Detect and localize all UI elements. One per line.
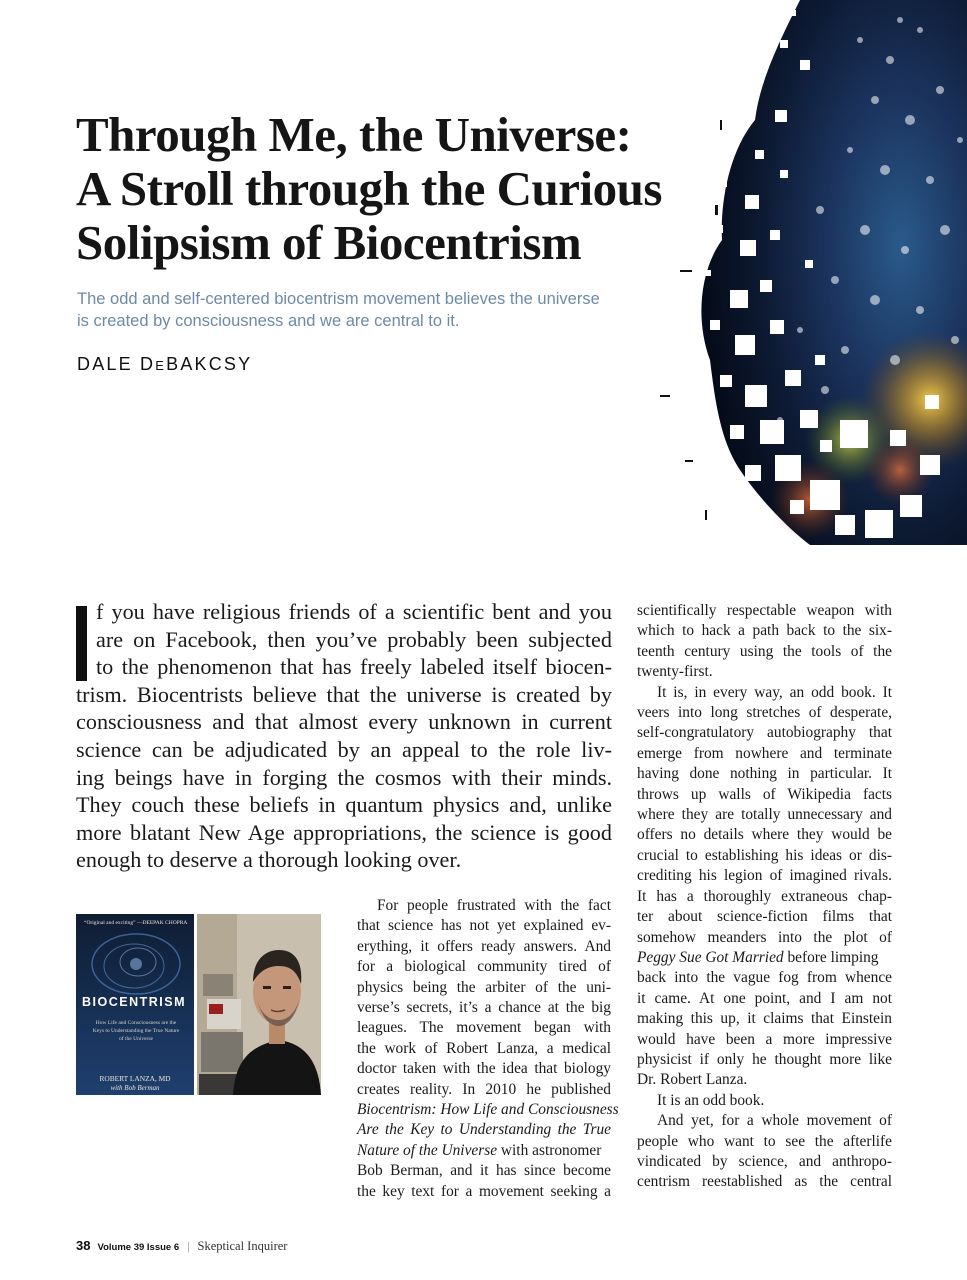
title-line: A Stroll through the Curious (76, 161, 662, 216)
body-line: veers into long stretches of desperate, (637, 704, 892, 722)
body-line: It is, in every way, an odd book. It (657, 683, 892, 701)
page-footer (76, 1238, 287, 1254)
cosmic-pixel-art (660, 0, 967, 545)
body-line: centrism reestablished as the central (637, 1173, 892, 1191)
lede-line: trism. Biocentrists believe that the universe is created by (76, 681, 612, 707)
magazine-name: Skeptical Inquirer (197, 1239, 288, 1253)
body-line: creates reality. In 2010 he published (357, 1080, 611, 1098)
body-line: the work of Robert Lanza, a medical (357, 1039, 611, 1057)
body-line: Bob Berman, and it has since become (357, 1162, 611, 1180)
body-line: leagues. The movement began with (357, 1019, 611, 1037)
cover-subtitle-line: Keys to Understanding the True Nature (92, 1028, 180, 1034)
subtitle-line: is created by consciousness and we are central to it. (77, 312, 460, 330)
body-line: which to hack a path back to the six- (637, 622, 892, 640)
body-line: would have been a more impressive (637, 1030, 892, 1048)
body-line: twenty-first. (637, 663, 713, 681)
lede-line: to the phenomenon that has freely labeled itself biocen- (96, 654, 612, 680)
lede-line: ing beings have in forging the cosmos with their minds. (76, 764, 612, 790)
body-line: that science has not yet explained ev- (357, 917, 611, 935)
film-title-italic: Peggy Sue Got Married (637, 948, 784, 966)
title-line: Solipsism of Biocentrism (76, 215, 582, 270)
body-line: people who want to see the afterlife (637, 1132, 892, 1150)
article-subtitle (77, 288, 637, 332)
author-portrait-photo (197, 914, 321, 1095)
body-line: crucial to establishing his ideas or dis- (637, 846, 892, 864)
body-line: the key text for a movement seeking a (357, 1182, 611, 1200)
body-line: ter about science-fiction films that (637, 908, 892, 926)
body-line (637, 948, 892, 968)
lede-paragraph (76, 598, 612, 874)
body-line (357, 1100, 619, 1120)
body-line: throws up walls of Wikipedia facts (637, 785, 892, 803)
cover-subtitle-line: of the Universe (119, 1036, 153, 1042)
body-line: It has a thoroughly extraneous chap- (637, 887, 892, 905)
lede-line: science can be adjudicated by an appeal to the role liv- (76, 736, 612, 762)
book-title-italic: Biocentrism: How Life and Consciousness (357, 1101, 619, 1119)
cover-blurb: “Original and exciting” —DEEPAK CHOPRA (84, 920, 188, 926)
book-title-italic: Are the Key to Understanding the True (357, 1121, 611, 1139)
cover-title: BIOCENTRISM (82, 995, 186, 1009)
cover-subtitle-line: How Life and Consciousness are the (95, 1020, 177, 1026)
article-title (76, 108, 676, 270)
body-line: verse’s secrets, it’s a chance at the big (357, 999, 611, 1017)
lede-line: They couch these beliefs in quantum physics and, unlike (76, 792, 612, 818)
body-text: with astronomer (497, 1141, 602, 1159)
issue-label: Volume 39 Issue 6 (97, 1242, 180, 1253)
cover-subtitle (86, 1019, 186, 1043)
body-column-1 (357, 896, 619, 1202)
subtitle-line: The odd and self-centered biocentrism movement believes the universe (77, 290, 600, 308)
body-line: self-congratulatory autobiography that (637, 724, 892, 742)
body-text: before limping (783, 948, 879, 966)
body-column-2 (637, 601, 892, 1193)
body-line: emerge from nowhere and terminate (637, 744, 892, 762)
body-line: back into the vague fog from whence (637, 969, 892, 987)
byline-part: BAKCSY (166, 354, 253, 374)
body-line: For people frustrated with the fact (377, 897, 611, 914)
lede-line: more blatant New Age appropriations, the science is good (76, 819, 612, 845)
body-line: teenth century using the tools of the (637, 642, 892, 660)
body-line: doctor taken with the idea that biology (357, 1060, 611, 1078)
byline-part: E (155, 358, 167, 373)
body-line: scientifically respectable weapon with (637, 602, 892, 619)
author-byline (77, 354, 252, 375)
lede-line: consciousness and that almost every unknown in current (76, 709, 612, 735)
cover-author: ROBERT LANZA, MD (99, 1074, 171, 1083)
body-line: erything, it offers ready answers. And (357, 937, 611, 955)
drop-cap (76, 606, 87, 681)
body-line: having done nothing in particular. It (637, 765, 892, 783)
body-line: And yet, for a whole movement of (657, 1112, 892, 1130)
body-line (357, 1141, 611, 1161)
body-line: physicist if only he thought more like (637, 1050, 892, 1068)
page-number: 38 (76, 1238, 91, 1253)
body-line: somehow meanders into the plot of (637, 928, 892, 946)
body-line: it came. At one point, and I am not (637, 989, 892, 1007)
body-line (357, 1120, 611, 1140)
footer-separator: | (187, 1239, 190, 1253)
body-line: where they are totally unnecessary and (637, 806, 892, 824)
cover-coauthor: with Bob Berman (110, 1084, 160, 1092)
title-line: Through Me, the Universe: (76, 107, 632, 162)
byline-part: DALE D (77, 354, 156, 374)
body-line: making this up, it claims that Einstein (637, 1010, 892, 1028)
book-cover-image (76, 914, 194, 1095)
body-line: offers no details where they would be (637, 826, 892, 844)
lede-line: are on Facebook, then you’ve probably been subjected (96, 626, 612, 652)
lede-line: f you have religious friends of a scientific bent and you (96, 599, 612, 624)
body-line: physics being the arbiter of the uni- (357, 978, 611, 996)
body-line: crediting his legion of imagined rivals. (637, 867, 892, 885)
body-line: Dr. Robert Lanza. (637, 1071, 748, 1089)
body-line: It is an odd book. (657, 1091, 765, 1109)
lede-line: enough to deserve a thorough looking over. (76, 847, 462, 873)
body-line: for a biological community tired of (357, 958, 611, 976)
body-line: vindicated by science, and anthropo- (637, 1152, 892, 1170)
book-title-italic: Nature of the Universe (357, 1141, 498, 1159)
